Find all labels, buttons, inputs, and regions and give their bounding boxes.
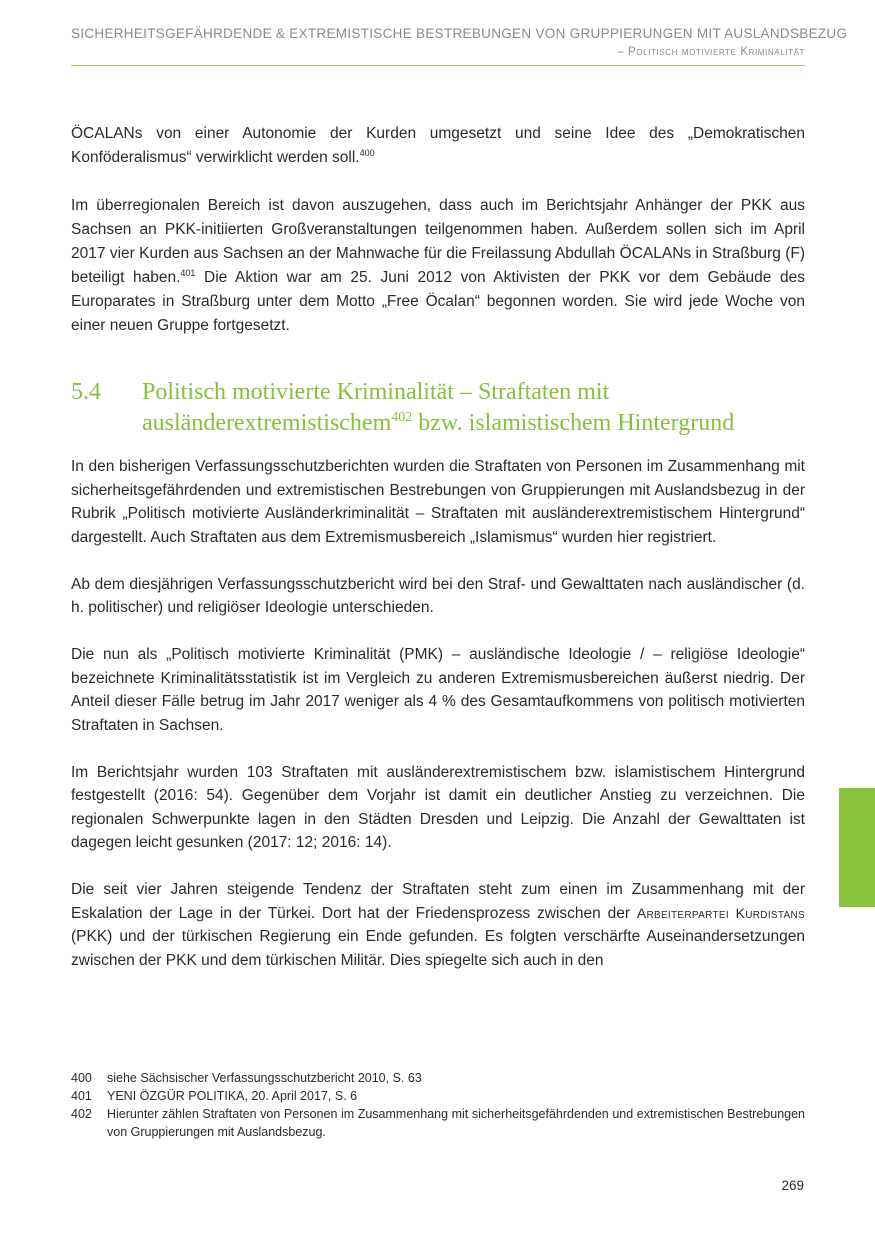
header-line-1: SICHERHEITSGEFÄHRDENDE & EXTREMISTISCHE BESTREBUNGEN VON GRUPPIERUNGEN MIT AUSLANDSBEZUG [71,26,848,41]
section-heading [71,377,811,439]
paragraph-2: Im überregionalen Bereich ist davon auszugehen, dass auch im Berichtsjahr Anhänger der PKK aus Sachsen an PKK-initiierten Großveranstaltungen teilgenommen haben. Außerdem sollen sich im April 2017 vier Kurden aus Sachsen an der Mahnwache für die Freilassung Abdullah ÖCALANs in Straßburg (F) beteiligt haben.$^{401}$ Die Aktion war am 25. Juni 2012 von Aktivisten der PKK vor dem Gebäude des Europarates in Straßburg unter dem Motto „Free Öcalan“ begonnen worden. Sie wird jede Woche von einer neuen Gruppe fortgesetzt. [71,197,805,334]
section-number: 5.4 [71,379,101,405]
header-rule [71,65,805,66]
header-line-2: – Politisch motivierte Kriminalität [617,46,805,58]
section-title-line-1: Politisch motivierte Kriminalität – Straftaten mit [142,379,610,405]
footnote-ref-400: 400 [359,148,375,158]
page-number: 269 [781,1178,804,1193]
paragraph-4: Ab dem diesjährigen Verfassungsschutzbericht wird bei den Straf- und Gewalttaten nach ausländischer (d. h. politischer) und religiöser Ideologie unterschieden. [71,575,805,616]
section-title-line-2: ausländerextremistischem$^{402}$ bzw. islamistischem Hintergrund [142,410,735,436]
paragraph-1: ÖCALANs von einer Autonomie der Kurden umgesetzt und seine Idee des „Demokratischen Konföderalismus“ verwirklicht werden soll.$^{400}$ [71,125,805,166]
footnote-ref-402: 402 [391,410,413,425]
paragraph-3: In den bisherigen Verfassungsschutzberichten wurden die Straftaten von Personen im Zusammenhang mit sicherheitsgefährdenden und extremistischen Bestrebungen von Gruppierungen mit Auslandsbezug in der Rubrik „Politisch motivierte Ausländerkriminalität – Straftaten mit ausländerextremistischem Hintergrund“ dargestellt. Auch Straftaten aus dem Extremismusbereich „Islamismus“ wurden hier registriert. [71,458,805,546]
footnotes [71,1069,805,1141]
footnote-400: 400 siehe Sächsischer Verfassungsschutzbericht 2010, S. 63 [71,1071,422,1085]
paragraph-5: Die nun als „Politisch motivierte Kriminalität (PMK) – ausländische Ideologie / – religiöse Ideologie“ bezeichnete Kriminalitätsstatistik ist im Vergleich zu anderen Extremismusbereichen äußerst niedrig. Der Anteil dieser Fälle betrug im Jahr 2017 weniger als 4 % des Gesamtaufkommens von politisch motivierten Straftaten in Sachsen. [71,646,805,734]
footnote-401: 401 YENI ÖZGÜR POLITIKA, 20. April 2017, S. 6 [71,1089,358,1103]
running-header [71,24,848,60]
section-title [142,377,811,439]
footnote-402: 402 Hierunter zählen Straftaten von Personen im Zusammenhang mit sicherheitsgefährdenden und extremistischen Bestrebungen von Gruppierungen mit Auslandsbezug. [71,1107,805,1139]
paragraph-7: Die seit vier Jahren steigende Tendenz der Straftaten steht zum einen im Zusammenhang mit der Eskalation der Lage in der Türkei. Dort hat der Friedensprozess zwischen der Arbeiterpartei Kurdistans (PKK) und der türkischen Regierung ein Ende gefunden. Es folgten verschärfte Auseinandersetzungen zwischen der PKK und dem türkischen Militär. Dies spiegelte sich auch in den [71,881,805,969]
chapter-tab-marker [839,788,875,907]
organization-name: Arbeiterpartei Kurdistans [636,904,805,921]
paragraph-6: Im Berichtsjahr wurden 103 Straftaten mit ausländerextremistischem bzw. islamistischem Hintergrund festgestellt (2016: 54). Gegenüber dem Vorjahr ist damit ein deutlicher Anstieg zu verzeichnen. Die regionalen Schwerpunkte lagen in den Städten Dresden und Leipzig. Die Anzahl der Gewalttaten ist dagegen leicht gesunken (2017: 12; 2016: 14). [71,763,805,851]
footnote-ref-401: 401 [180,268,196,278]
intro-text [71,122,805,338]
section-body [71,455,805,972]
